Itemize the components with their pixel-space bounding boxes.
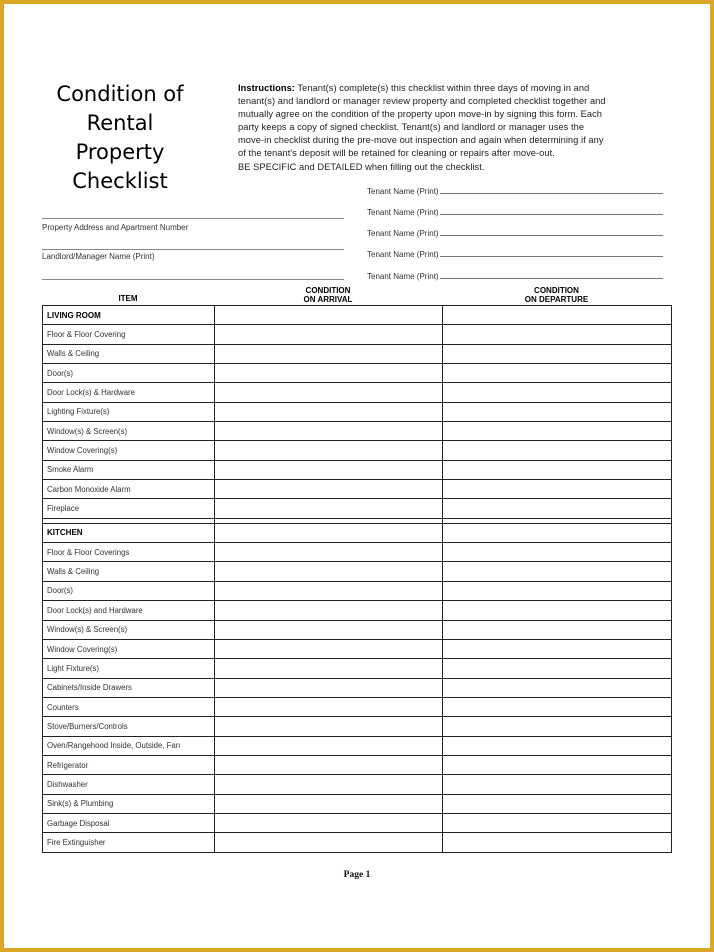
departure-cell[interactable] [443, 659, 672, 678]
item-label: Light Fixture(s) [43, 659, 215, 678]
item-label: Window Covering(s) [43, 441, 215, 460]
item-label: Lighting Fixture(s) [43, 402, 215, 421]
departure-cell[interactable] [443, 523, 672, 542]
title-line: Rental [86, 111, 154, 135]
departure-cell[interactable] [443, 402, 672, 421]
tenant-name-field[interactable] [367, 184, 663, 196]
arrival-cell[interactable] [215, 422, 443, 441]
table-row [43, 344, 672, 363]
departure-cell[interactable] [443, 833, 672, 852]
arrival-cell[interactable] [215, 678, 443, 697]
departure-cell[interactable] [443, 601, 672, 620]
instructions-line: Tenant(s) complete(s) this checklist within three days of moving in and [297, 83, 590, 93]
column-header-item: ITEM [118, 294, 138, 303]
item-label: Floor & Floor Covering [43, 325, 215, 344]
item-label: Cabinets/Inside Drawers [43, 678, 215, 697]
instructions-line: of the tenant's deposit will be retained for cleaning or repairs after move-out. [238, 148, 555, 159]
arrival-cell[interactable] [215, 441, 443, 460]
arrival-cell[interactable] [215, 480, 443, 499]
landlord-name-label: Landlord/Manager Name (Print) [42, 252, 155, 261]
departure-cell[interactable] [443, 441, 672, 460]
arrival-cell[interactable] [215, 659, 443, 678]
document-title [40, 80, 200, 196]
arrival-cell[interactable] [215, 639, 443, 658]
table-row [43, 325, 672, 344]
table-row [43, 639, 672, 658]
table-row [43, 755, 672, 774]
item-label: Fireplace [43, 499, 215, 518]
item-label: Fire Extinguisher [43, 833, 215, 852]
arrival-cell[interactable] [215, 794, 443, 813]
table-row [43, 364, 672, 383]
arrival-cell[interactable] [215, 581, 443, 600]
departure-cell[interactable] [443, 422, 672, 441]
arrival-cell[interactable] [215, 813, 443, 832]
item-label: Door Lock(s) and Hardware [43, 601, 215, 620]
item-label: Garbage Disposal [43, 813, 215, 832]
checklist-page [4, 4, 710, 948]
tenant-name-label: Tenant Name (Print) [367, 208, 439, 217]
departure-cell[interactable] [443, 678, 672, 697]
tenant-name-label: Tenant Name (Print) [367, 229, 439, 238]
item-label: Counters [43, 697, 215, 716]
landlord-name-line[interactable] [42, 249, 344, 250]
table-row [43, 562, 672, 581]
column-header-line: CONDITION [534, 286, 579, 295]
item-label: Window Covering(s) [43, 639, 215, 658]
departure-cell[interactable] [443, 581, 672, 600]
title-line: Condition of [56, 82, 184, 106]
condition-table [42, 305, 672, 853]
departure-cell[interactable] [443, 306, 672, 325]
section-title: KITCHEN [43, 523, 215, 542]
departure-cell[interactable] [443, 717, 672, 736]
departure-cell[interactable] [443, 364, 672, 383]
title-line: Checklist [72, 169, 168, 193]
column-header-line: ON DEPARTURE [524, 295, 589, 304]
table-row [43, 543, 672, 562]
departure-cell[interactable] [443, 736, 672, 755]
arrival-cell[interactable] [215, 383, 443, 402]
instructions-line: party keeps a copy of signed checklist. Tenant(s) and landlord or manager uses the [238, 122, 585, 133]
tenant-name-field[interactable] [367, 269, 663, 281]
table-row [43, 775, 672, 794]
section-title: LIVING ROOM [43, 306, 215, 325]
arrival-cell[interactable] [215, 344, 443, 363]
arrival-cell[interactable] [215, 499, 443, 518]
property-address-line[interactable] [42, 218, 344, 219]
column-header-line: ON ARRIVAL [303, 295, 353, 304]
departure-cell[interactable] [443, 794, 672, 813]
departure-cell[interactable] [443, 383, 672, 402]
arrival-cell[interactable] [215, 402, 443, 421]
table-row [43, 402, 672, 421]
arrival-cell[interactable] [215, 601, 443, 620]
column-header-arrival [214, 286, 442, 304]
section-header-row [43, 306, 672, 325]
table-row [43, 659, 672, 678]
departure-cell[interactable] [443, 562, 672, 581]
page-number: Page 1 [343, 870, 371, 880]
table-row [43, 678, 672, 697]
departure-cell[interactable] [443, 775, 672, 794]
table-row [43, 601, 672, 620]
departure-cell[interactable] [443, 697, 672, 716]
departure-cell[interactable] [443, 499, 672, 518]
item-label: Floor & Floor Coverings [43, 543, 215, 562]
table-row [43, 499, 672, 518]
table-row [43, 813, 672, 832]
arrival-cell[interactable] [215, 697, 443, 716]
arrival-cell[interactable] [215, 543, 443, 562]
tenant-name-field[interactable] [367, 205, 663, 217]
departure-cell[interactable] [443, 344, 672, 363]
property-address-label: Property Address and Apartment Number [42, 223, 189, 232]
arrival-cell[interactable] [215, 364, 443, 383]
item-label: Door(s) [43, 581, 215, 600]
arrival-cell[interactable] [215, 736, 443, 755]
item-label: Sink(s) & Plumbing [43, 794, 215, 813]
table-row [43, 620, 672, 639]
item-label: Oven/Rangehood Inside, Outside, Fan [43, 736, 215, 755]
table-row [43, 794, 672, 813]
item-label: Door(s) [43, 364, 215, 383]
tenant-name-label: Tenant Name (Print) [367, 272, 439, 281]
instructions-block [238, 82, 658, 174]
column-header-departure [442, 286, 671, 304]
item-label: Window(s) & Screen(s) [43, 620, 215, 639]
table-row [43, 697, 672, 716]
table-row [43, 460, 672, 479]
arrival-cell[interactable] [215, 717, 443, 736]
arrival-cell[interactable] [215, 620, 443, 639]
instructions-line: BE SPECIFIC and DETAILED when filling out the checklist. [238, 161, 485, 172]
table-row [43, 422, 672, 441]
item-label: Window(s) & Screen(s) [43, 422, 215, 441]
item-label: Smoke Alarm [43, 460, 215, 479]
item-label: Refrigerator [43, 755, 215, 774]
departure-cell[interactable] [443, 480, 672, 499]
arrival-cell[interactable] [215, 325, 443, 344]
title-line: Property [75, 140, 165, 164]
item-label: Dishwasher [43, 775, 215, 794]
separator-line [42, 279, 344, 280]
item-label: Carbon Monoxide Alarm [43, 480, 215, 499]
arrival-cell[interactable] [215, 523, 443, 542]
table-row [43, 736, 672, 755]
arrival-cell[interactable] [215, 460, 443, 479]
departure-cell[interactable] [443, 639, 672, 658]
table-row [43, 717, 672, 736]
arrival-cell[interactable] [215, 306, 443, 325]
instructions-line: tenant(s) and landlord or manager review property and completed checklist together and [238, 96, 606, 107]
item-label: Door Lock(s) & Hardware [43, 383, 215, 402]
departure-cell[interactable] [443, 325, 672, 344]
section-header-row [43, 523, 672, 542]
table-row [43, 441, 672, 460]
arrival-cell[interactable] [215, 833, 443, 852]
instructions-line: move-in checklist during the pre-move out inspection and again when determining if any [238, 135, 604, 146]
tenant-name-field[interactable] [367, 226, 663, 238]
tenant-name-field[interactable] [367, 247, 663, 259]
tenant-name-label: Tenant Name (Print) [367, 250, 439, 259]
tenant-name-label: Tenant Name (Print) [367, 187, 439, 196]
arrival-cell[interactable] [215, 775, 443, 794]
arrival-cell[interactable] [215, 755, 443, 774]
departure-cell[interactable] [443, 543, 672, 562]
departure-cell[interactable] [443, 620, 672, 639]
item-label: Walls & Ceiling [43, 344, 215, 363]
departure-cell[interactable] [443, 460, 672, 479]
table-row [43, 383, 672, 402]
column-header-line: CONDITION [305, 286, 351, 295]
instructions-line: mutually agree on the condition of the property upon move-in by signing this form. Each [238, 109, 603, 120]
item-label: Walls & Ceiling [43, 562, 215, 581]
table-row [43, 480, 672, 499]
instructions-label: Instructions: [238, 83, 295, 93]
table-row [43, 833, 672, 852]
arrival-cell[interactable] [215, 562, 443, 581]
item-label: Stove/Burners/Controls [43, 717, 215, 736]
departure-cell[interactable] [443, 755, 672, 774]
table-row [43, 581, 672, 600]
departure-cell[interactable] [443, 813, 672, 832]
